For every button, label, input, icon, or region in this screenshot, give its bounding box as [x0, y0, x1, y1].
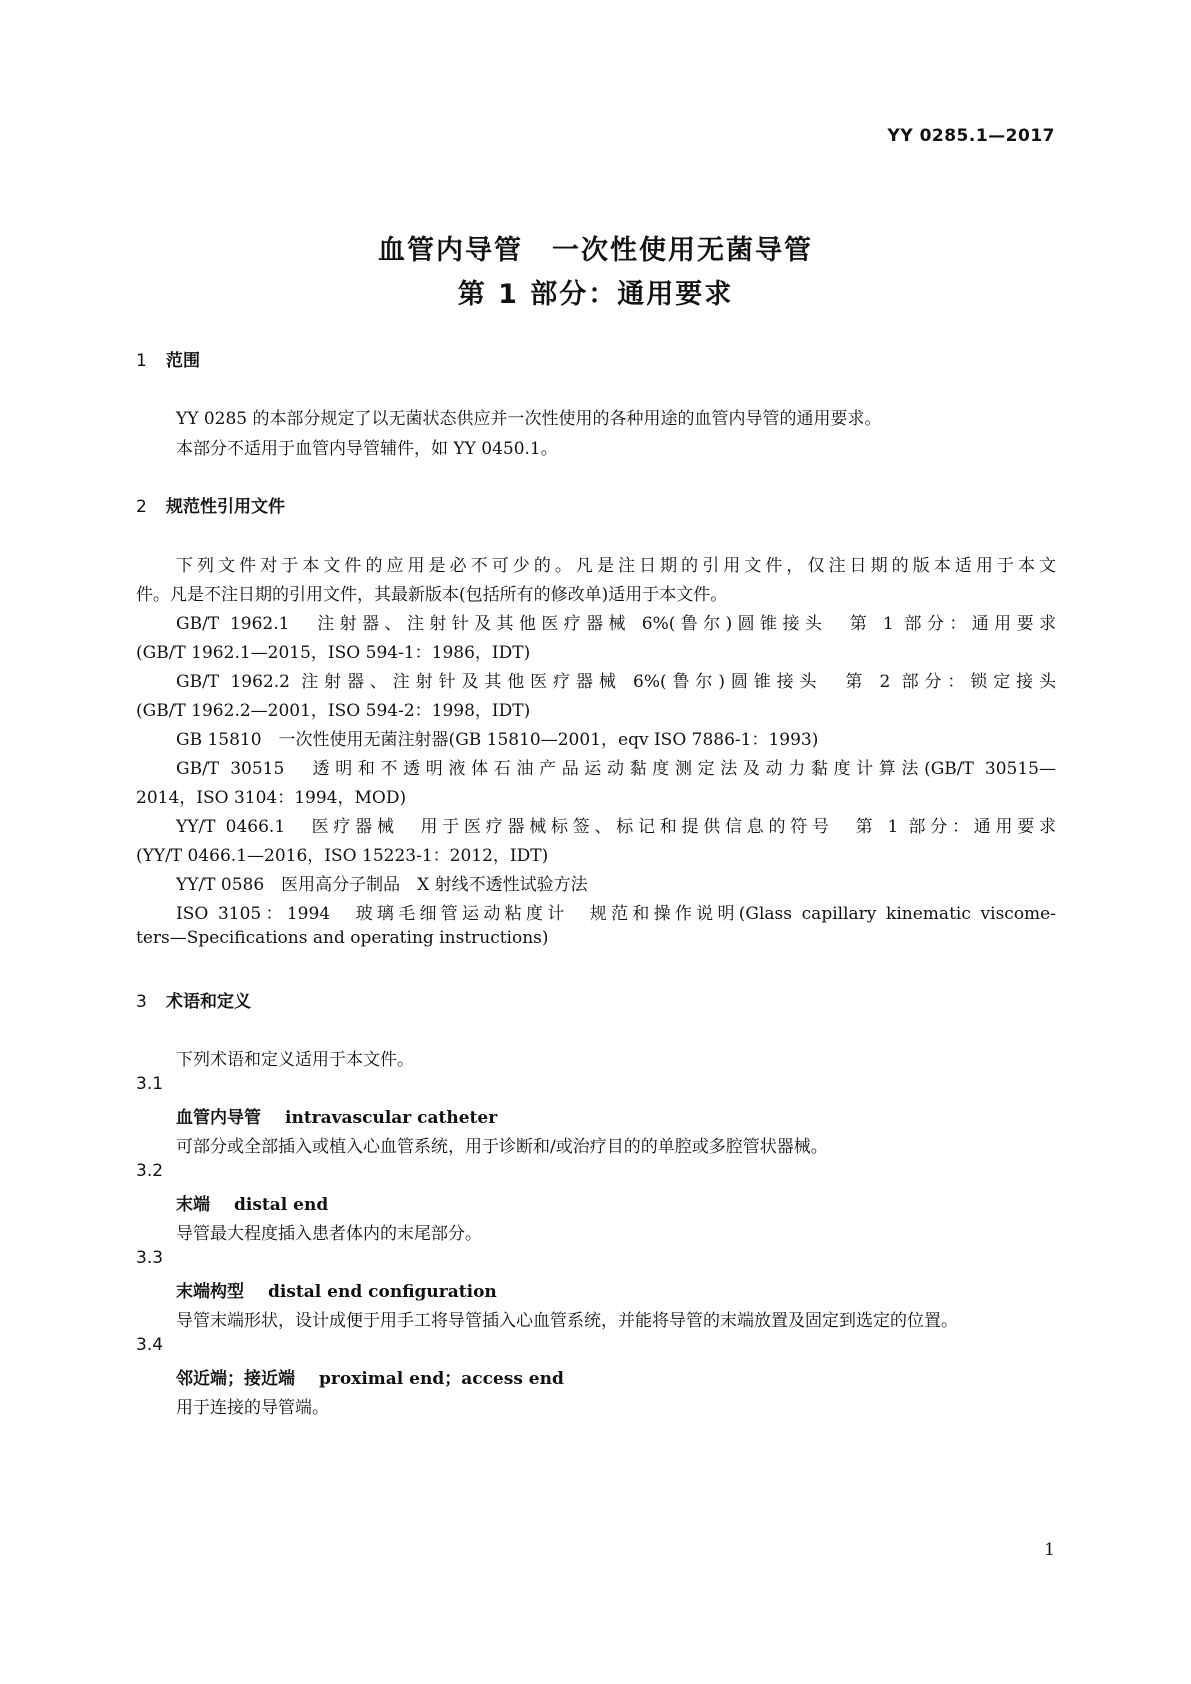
section-1-heading: [136, 346, 200, 371]
ref-gbt-1962-2-line-2: (GB/T 1962.2—2001，ISO 594-2：1998，IDT): [136, 701, 531, 721]
section-2-heading: [136, 492, 285, 517]
section-number: 2: [136, 497, 147, 517]
ref-yyt-0466-1-line-2: (YY/T 0466.1—2016，ISO 15223-1：2012，IDT): [136, 846, 549, 866]
term-zh: 末端: [176, 1195, 210, 1215]
scope-paragraph-2: 本部分不适用于血管内导管辅件，如 YY 0450.1。: [176, 439, 558, 459]
term-en: intravascular catheter: [285, 1108, 498, 1128]
ref-gbt-1962-1-line-1: GB/T 1962.1 注射器、注射针及其他医疗器械 6%(鲁尔)圆锥接头 第 1 部分：通用要求: [176, 614, 1056, 634]
term-en: distal end: [234, 1195, 329, 1215]
standard-number: YY 0285.1—2017: [887, 126, 1055, 146]
term-heading: [176, 1364, 564, 1389]
term-number: 3.3: [136, 1248, 164, 1268]
ref-gbt-30515-line-1: GB/T 30515 透明和不透明液体石油产品运动黏度测定法及动力黏度计算法(GB/T 30515—: [176, 759, 1056, 779]
ref-gbt-30515-line-2: 2014，ISO 3104：1994，MOD): [136, 788, 407, 808]
ref-iso-3105-line-1: ISO 3105：1994 玻璃毛细管运动粘度计 规范和操作说明(Glass capillary kinematic viscome-: [176, 904, 1056, 924]
ref-yyt-0586: YY/T 0586 医用高分子制品 X 射线不透性试验方法: [176, 875, 588, 895]
ref-gbt-1962-1-line-2: (GB/T 1962.1—2015，ISO 594-1：1986，IDT): [136, 643, 531, 663]
scope-paragraph-1: YY 0285 的本部分规定了以无菌状态供应并一次性使用的各种用途的血管内导管的通用要求。: [176, 409, 882, 429]
document-title-line1: 血管内导管 一次性使用无菌导管: [378, 235, 813, 266]
term-definition: 导管末端形状，设计成便于用手工将导管插入心血管系统，并能将导管的末端放置及固定到选定的位置。: [176, 1311, 958, 1331]
ref-yyt-0466-1-line-1: YY/T 0466.1 医疗器械 用于医疗器械标签、标记和提供信息的符号 第 1 部分：通用要求: [176, 817, 1056, 837]
ref-gbt-1962-2-line-1: GB/T 1962.2 注射器、注射针及其他医疗器械 6%(鲁尔)圆锥接头 第 2 部分：锁定接头: [176, 672, 1056, 692]
term-zh: 末端构型: [176, 1282, 244, 1302]
term-definition: 用于连接的导管端。: [176, 1398, 329, 1418]
page-number: 1: [1044, 1540, 1055, 1560]
term-number: 3.2: [136, 1161, 164, 1181]
term-zh: 血管内导管: [176, 1108, 261, 1128]
section-title: 规范性引用文件: [166, 497, 285, 517]
section-title: 术语和定义: [166, 992, 251, 1012]
term-number: 3.1: [136, 1074, 164, 1094]
section-number: 1: [136, 351, 147, 371]
refs-intro-line-1: 下列文件对于本文件的应用是必不可少的。凡是注日期的引用文件，仅注日期的版本适用于本文: [176, 556, 1056, 576]
ref-gb-15810: GB 15810 一次性使用无菌注射器(GB 15810—2001，eqv ISO 7886-1：1993): [176, 730, 819, 750]
section-3-heading: [136, 987, 251, 1012]
section-title: 范围: [166, 351, 200, 371]
term-zh: 邻近端；接近端: [176, 1369, 295, 1389]
term-en: proximal end；access end: [319, 1369, 564, 1389]
refs-intro-line-2: 件。凡是不注日期的引用文件，其最新版本(包括所有的修改单)适用于本文件。: [136, 585, 728, 605]
term-definition: 导管最大程度插入患者体内的末尾部分。: [176, 1224, 482, 1244]
term-definition: 可部分或全部插入或植入心血管系统，用于诊断和/或治疗目的的单腔或多腔管状器械。: [176, 1137, 828, 1157]
term-number: 3.4: [136, 1335, 164, 1355]
section-number: 3: [136, 992, 147, 1012]
term-heading: [176, 1190, 328, 1215]
term-en: distal end configuration: [268, 1282, 497, 1302]
term-heading: [176, 1103, 497, 1128]
term-heading: [176, 1277, 497, 1302]
terms-intro: 下列术语和定义适用于本文件。: [176, 1050, 414, 1070]
ref-iso-3105-line-2: ters—Specifications and operating instructions): [136, 928, 549, 948]
document-title-line2: 第 1 部分：通用要求: [457, 279, 734, 310]
